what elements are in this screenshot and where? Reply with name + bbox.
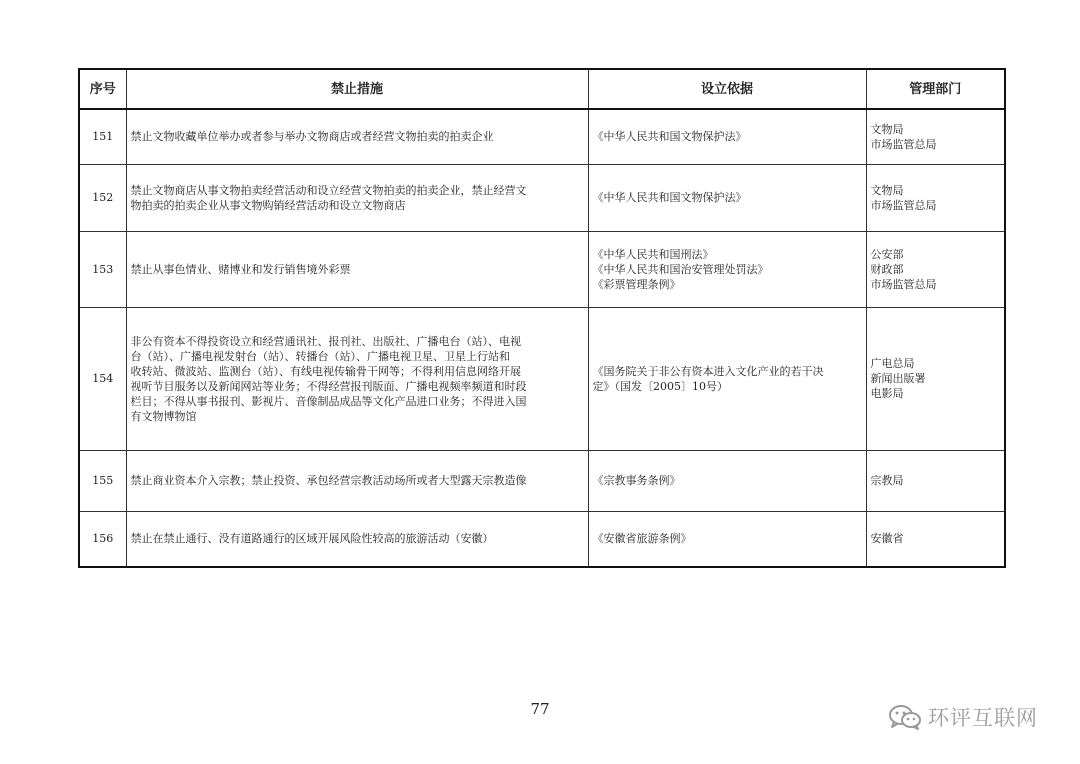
table-row (79, 450, 1005, 511)
department-cell (866, 109, 1005, 164)
department-cell (866, 164, 1005, 231)
measure-line: 收转站、微波站、监测台（站）、有线电视传输骨干网等；不得利用信息网络开展 (130, 364, 521, 378)
basis-line: 《彩票管理条例》 (592, 277, 681, 291)
department-cell (866, 511, 1005, 567)
measure-line: 有文物博物馆 (130, 409, 197, 423)
measure-line: 台（站）、广播电视发射台（站）、转播台（站）、广播电视卫星、卫星上行站和 (130, 349, 510, 363)
department-line: 文物局 (870, 122, 904, 136)
prohibition-table (78, 68, 1006, 568)
measure-line: 禁止在禁止通行、没有道路通行的区域开展风险性较高的旅游活动（安徽） (130, 532, 494, 546)
table-row (79, 109, 1005, 164)
department-line: 公安部 (870, 247, 904, 261)
department-cell (866, 450, 1005, 511)
wechat-icon (888, 704, 922, 730)
basis-line: 《中华人民共和国刑法》 (592, 247, 714, 261)
department-line: 市场监管总局 (870, 137, 937, 151)
measure-line: 禁止文物收藏单位举办或者参与举办文物商店或者经营文物拍卖的拍卖企业 (130, 130, 494, 144)
basis-line: 《宗教事务条例》 (592, 474, 681, 487)
department-line: 新闻出版署 (870, 372, 926, 385)
department-line: 电影局 (870, 387, 904, 400)
department-cell (866, 231, 1005, 307)
measure-cell (126, 109, 588, 164)
table-row (79, 511, 1005, 567)
department-line: 市场监管总局 (870, 198, 937, 212)
basis-cell (588, 109, 866, 164)
measure-line: 视听节目服务以及新闻网站等业务；不得经营报刊版面、广播电视频率频道和时段 (130, 379, 527, 393)
row-number: 154 (79, 307, 126, 450)
header-basis: 设立依据 (588, 69, 866, 109)
basis-cell (588, 231, 866, 307)
basis-line: 《安徽省旅游条例》 (592, 532, 692, 546)
measure-cell (126, 307, 588, 450)
row-number: 151 (79, 109, 126, 164)
basis-cell (588, 450, 866, 511)
department-line: 文物局 (870, 183, 904, 197)
measure-cell (126, 164, 588, 231)
basis-line: 《中华人民共和国文物保护法》 (592, 130, 747, 144)
measure-line: 禁止文物商店从事文物拍卖经营活动和设立经营文物拍卖的拍卖企业，禁止经营文 (130, 183, 527, 197)
basis-line: 《中华人民共和国文物保护法》 (592, 191, 747, 204)
header-measure: 禁止措施 (126, 69, 588, 109)
measure-cell (126, 450, 588, 511)
department-line: 广电总局 (870, 357, 915, 370)
header-number: 序号 (79, 69, 126, 109)
measure-cell (126, 511, 588, 567)
measure-line: 禁止从事色情业、赌博业和发行销售境外彩票 (130, 262, 351, 276)
measure-line: 非公有资本不得投资设立和经营通讯社、报刊社、出版社、广播电台（站）、电视 (130, 334, 521, 348)
table-row (79, 231, 1005, 307)
department-line: 安徽省 (870, 532, 904, 546)
row-number: 152 (79, 164, 126, 231)
row-number: 156 (79, 511, 126, 567)
watermark-text: 环评互联网 (928, 706, 1038, 730)
measure-line: 禁止商业资本介入宗教；禁止投资、承包经营宗教活动场所或者大型露天宗教造像 (130, 474, 527, 487)
table-row (79, 307, 1005, 450)
row-number: 153 (79, 231, 126, 307)
measure-cell (126, 231, 588, 307)
basis-line: 《中华人民共和国治安管理处罚法》 (592, 262, 769, 276)
row-number: 155 (79, 450, 126, 511)
basis-line: 定》（国发〔2005〕10号） (592, 379, 728, 393)
table-row (79, 164, 1005, 231)
page-number: 77 (530, 700, 550, 718)
table-header-row (79, 69, 1005, 109)
watermark (888, 702, 1038, 732)
department-line: 市场监管总局 (870, 277, 937, 291)
department-line: 宗教局 (870, 474, 904, 487)
department-cell (866, 307, 1005, 450)
measure-line: 栏目；不得从事书报刊、影视片、音像制品成品等文化产品进口业务；不得进入国 (130, 394, 527, 408)
basis-cell (588, 511, 866, 567)
basis-cell (588, 164, 866, 231)
measure-line: 物拍卖的拍卖企业从事文物购销经营活动和设立文物商店 (130, 198, 406, 212)
header-department: 管理部门 (866, 69, 1005, 109)
department-line: 财政部 (870, 262, 904, 276)
basis-line: 《国务院关于非公有资本进入文化产业的若干决 (592, 364, 824, 378)
basis-cell (588, 307, 866, 450)
